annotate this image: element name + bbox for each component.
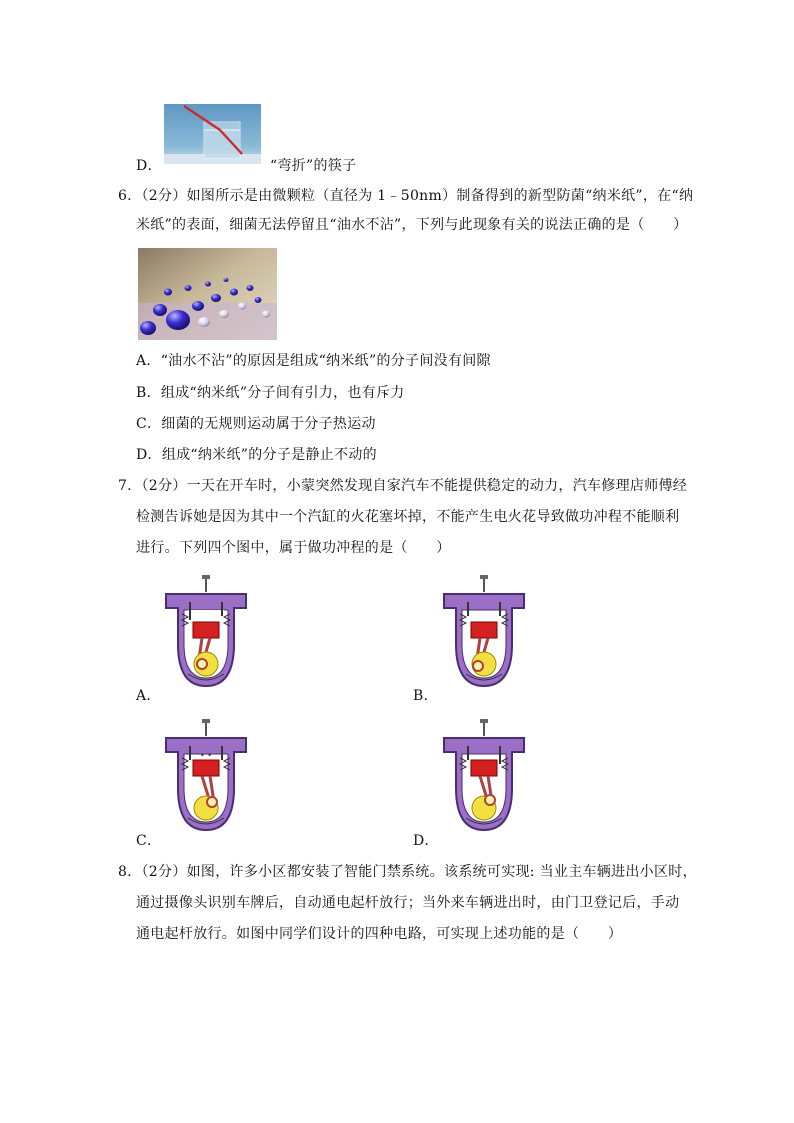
q5-option-d-caption: “弯折”的筷子 <box>270 158 357 174</box>
q6-option-c: C．细菌的无规则运动属于分子热运动 <box>136 416 376 432</box>
nano-paper-droplets-image <box>138 248 277 340</box>
q7-label-d: D． <box>413 833 439 849</box>
q7-stem-line1: 7．（2分）一天在开车时，小蒙突然发现自家汽车不能提供稳定的动力，汽车修理店师傅经 <box>118 478 688 494</box>
q6-stem-line2: 米纸”的表面，细菌无法停留且“油水不沾”，下列与此现象有关的说法正确的是（ ） <box>136 217 688 233</box>
q6-stem-line1: 6．（2分）如图所示是由微颗粒（直径为 1﹣50nm）制备得到的新型防菌“纳米纸”，在“纳 <box>118 188 694 204</box>
q6-option-d: D．组成“纳米纸”的分子是静止不动的 <box>136 447 377 463</box>
q6-option-a: A．“油水不沾”的原因是组成“纳米纸”的分子间没有间隙 <box>136 353 491 369</box>
q8-stem-line3: 通电起杆放行。如图中同学们设计的四种电路，可实现上述功能的是（ ） <box>136 926 623 942</box>
engine-diagram-a <box>158 574 254 694</box>
bent-chopstick-image <box>164 104 261 164</box>
engine-diagram-b <box>436 574 532 694</box>
q5-option-d-letter: D． <box>136 158 162 174</box>
q7-label-a: A． <box>136 688 161 704</box>
q6-option-b: B．组成“纳米纸”分子间有引力，也有斥力 <box>136 385 405 401</box>
q8-stem-line1: 8．（2分）如图，许多小区都安装了智能门禁系统。该系统可实现: 当业主车辆进出小区时， <box>118 864 697 880</box>
engine-diagram-c <box>158 718 254 838</box>
q7-label-b: B． <box>413 688 438 704</box>
q7-stem-line2: 检测告诉她是因为其中一个汽缸的火花塞坏掉，不能产生电火花导致做功冲程不能顺利 <box>136 509 680 525</box>
svg-text:• •: • • <box>200 751 212 760</box>
q7-stem-line3: 进行。下列四个图中，属于做功冲程的是（ ） <box>136 540 451 556</box>
q7-label-c: C． <box>136 833 162 849</box>
engine-diagram-d <box>436 718 532 838</box>
q8-stem-line2: 通过摄像头识别车牌后，自动通电起杆放行；当外来车辆进出时，由门卫登记后，手动 <box>136 895 680 911</box>
